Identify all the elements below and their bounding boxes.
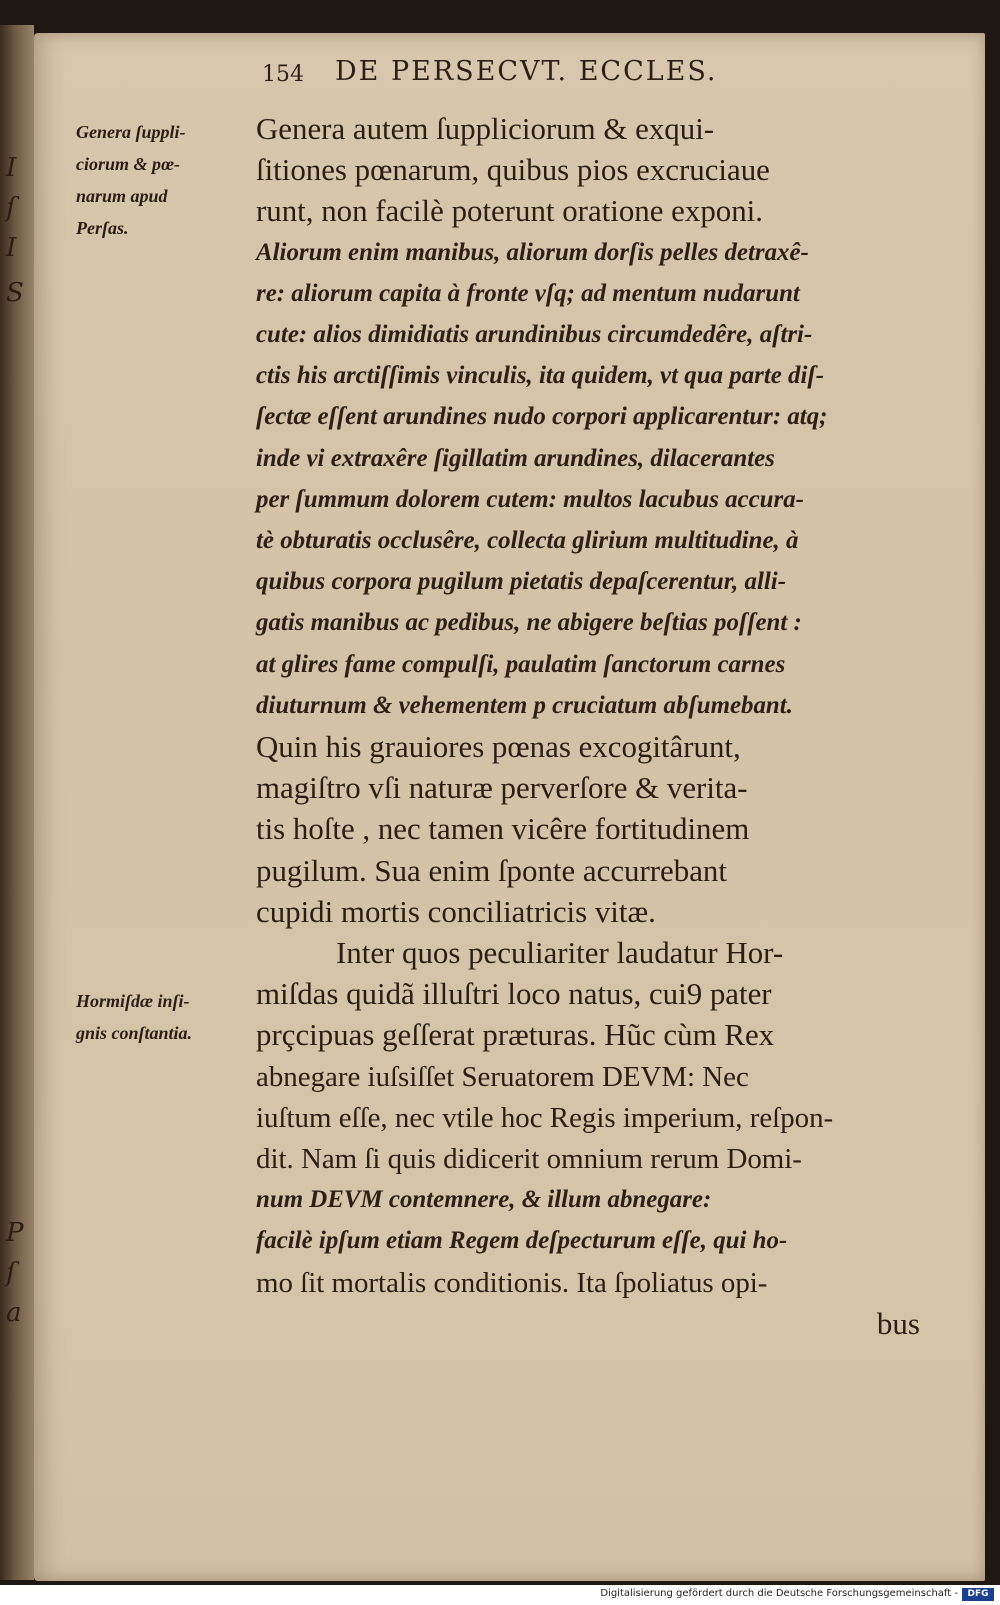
- body-line: re: aliorum capita à fronte vſq; ad mentum nudarunt: [256, 279, 800, 307]
- body-line: tis hoſte , nec tamen vicêre fortitudinem: [256, 811, 750, 847]
- body-line: num DEVM contemnere, & illum abnegare:: [256, 1186, 712, 1214]
- body-line: runt, non facilè poterunt oratione exponi.: [256, 193, 763, 229]
- body-line: mo ſit mortalis conditionis. Ita ſpoliatus opi-: [256, 1266, 768, 1299]
- body-line: diuturnum & vehementem p cruciatum abſumebant.: [256, 691, 793, 719]
- body-line: tè obturatis occlusêre, collecta glirium multitudine, à: [256, 527, 799, 554]
- body-line: per ſummum dolorem cutem: multos lacubus accura-: [256, 485, 804, 513]
- facing-page-edge: [0, 25, 34, 1580]
- footer: [0, 1585, 1000, 1605]
- body-line: cupidi mortis conciliatricis vitæ.: [256, 893, 656, 929]
- digitization-credit: Digitalisierung gefördert durch die Deutsche Forschungsgemeinschaft -: [600, 1588, 958, 1599]
- edge-glyph: a: [6, 1298, 22, 1328]
- margin-note: Genera ſuppli- ciorum & pœ- narum apud Perſas.: [76, 122, 186, 238]
- body-line: Quin his grauiores pœnas excogitârunt,: [256, 729, 741, 764]
- edge-glyph: ſ: [6, 193, 16, 223]
- margin-note: Hormiſdæ inſi- gnis conſtantia.: [76, 991, 193, 1043]
- running-head: DE PERSECVT. ECCLES.: [335, 56, 718, 87]
- edge-glyph: P: [6, 1218, 24, 1248]
- body-line: quibus corpora pugilum pietatis depaſcerentur, alli-: [256, 568, 786, 596]
- body-line: gatis manibus ac pedibus, ne abigere beſtias poſſent :: [256, 609, 802, 637]
- body-line: miſdas quidã illuſtri loco natus, cui9 pater: [256, 976, 772, 1012]
- body-line: ſitiones pœnarum, quibus pios excruciaue: [256, 152, 770, 188]
- body-line: bus: [876, 1305, 920, 1341]
- body-line: at glires fame compulſi, paulatim ſanctorum carnes: [256, 650, 786, 678]
- body-line: inde vi extraxêre ſigillatim arundines, dilacerantes: [256, 444, 775, 472]
- body-line: abnegare iuſsiſſet Seruatorem DEVM: Nec: [256, 1060, 749, 1093]
- body-line: facilè ipſum etiam Regem deſpecturum eſſe, qui ho-: [256, 1227, 788, 1255]
- body-line: dit. Nam ſi quis didicerit omnium rerum Domi-: [256, 1143, 802, 1175]
- edge-glyph: ſ: [6, 1258, 16, 1288]
- body-line: cute: alios dimidiatis arundinibus circumdedêre, aſtri-: [256, 321, 813, 348]
- body-line: magiſtro vſi naturæ perverſore & verita-: [256, 770, 748, 806]
- body-line: ctis his arctiſſimis vinculis, ita quidem, vt qua parte diſ-: [256, 362, 825, 390]
- edge-glyph: I: [6, 153, 17, 183]
- body-line: Inter quos peculiariter laudatur Hor-: [336, 935, 784, 970]
- edge-glyph: S: [6, 278, 24, 308]
- dfg-logo: DFG: [962, 1588, 994, 1601]
- edge-glyph: I: [6, 233, 17, 263]
- body-line: prçcipuas geſſerat præturas. Hũc cùm Rex: [256, 1017, 775, 1053]
- body-line: iuſtum eſſe, nec vtile hoc Regis imperium, reſpon-: [256, 1101, 834, 1134]
- page-number: 154: [262, 62, 304, 87]
- body-line: ſectæ eſſent arundines nudo corpori applicarentur: atq;: [256, 403, 828, 431]
- body-line: Aliorum enim manibus, aliorum dorſis pelles detraxê-: [256, 238, 809, 266]
- body-line: pugilum. Sua enim ſponte accurrebant: [256, 852, 727, 888]
- body-line: Genera autem ſuppliciorum & exqui-: [256, 111, 715, 146]
